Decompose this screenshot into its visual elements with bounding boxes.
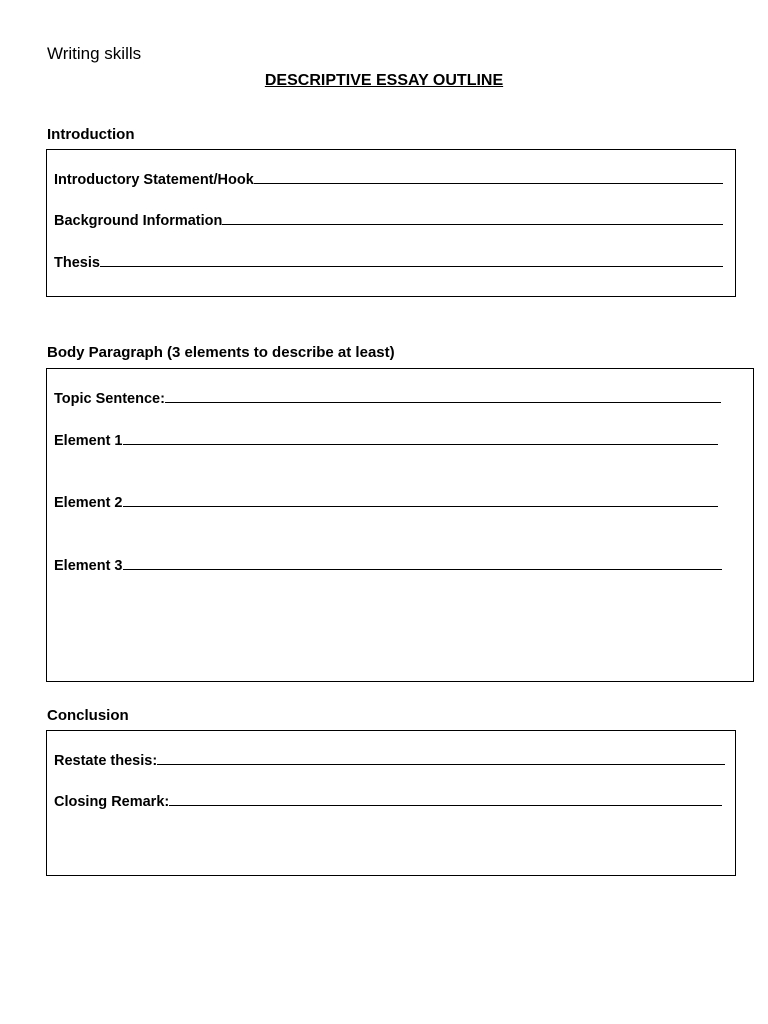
body-paragraph-box xyxy=(46,368,754,682)
element-3-label: Element 3 xyxy=(54,558,123,574)
introduction-box xyxy=(46,149,736,297)
conclusion-box xyxy=(46,730,736,876)
thesis-label: Thesis xyxy=(54,255,100,271)
element-2-field[interactable] xyxy=(54,495,718,511)
element-2-blank-line[interactable] xyxy=(123,505,719,507)
restate-thesis-field[interactable] xyxy=(54,753,725,769)
background-blank-line[interactable] xyxy=(222,223,723,225)
thesis-blank-line[interactable] xyxy=(100,265,723,267)
element-1-blank-line[interactable] xyxy=(123,443,719,445)
introduction-heading: Introduction xyxy=(47,126,135,143)
closing-remark-field[interactable] xyxy=(54,794,722,810)
document-title: DESCRIPTIVE ESSAY OUTLINE xyxy=(264,72,504,89)
hook-label: Introductory Statement/Hook xyxy=(54,172,254,188)
thesis-field[interactable] xyxy=(54,255,723,271)
element-1-field[interactable] xyxy=(54,433,718,449)
hook-field[interactable] xyxy=(54,172,723,188)
element-3-blank-line[interactable] xyxy=(123,568,723,570)
restate-thesis-blank-line[interactable] xyxy=(157,763,725,765)
restate-thesis-label: Restate thesis: xyxy=(54,753,158,769)
closing-remark-label: Closing Remark: xyxy=(54,794,170,810)
topic-sentence-blank-line[interactable] xyxy=(165,401,721,403)
body-paragraph-heading: Body Paragraph (3 elements to describe at least) xyxy=(47,344,395,361)
element-1-label: Element 1 xyxy=(54,433,123,449)
hook-blank-line[interactable] xyxy=(254,182,723,184)
topic-sentence-field[interactable] xyxy=(54,391,721,407)
element-3-field[interactable] xyxy=(54,558,722,574)
background-field[interactable] xyxy=(54,213,723,229)
element-2-label: Element 2 xyxy=(54,495,123,511)
closing-remark-blank-line[interactable] xyxy=(169,804,722,806)
subject-heading: Writing skills xyxy=(47,44,142,63)
topic-sentence-label: Topic Sentence: xyxy=(54,391,165,407)
conclusion-heading: Conclusion xyxy=(47,707,129,724)
background-label: Background Information xyxy=(54,213,223,229)
